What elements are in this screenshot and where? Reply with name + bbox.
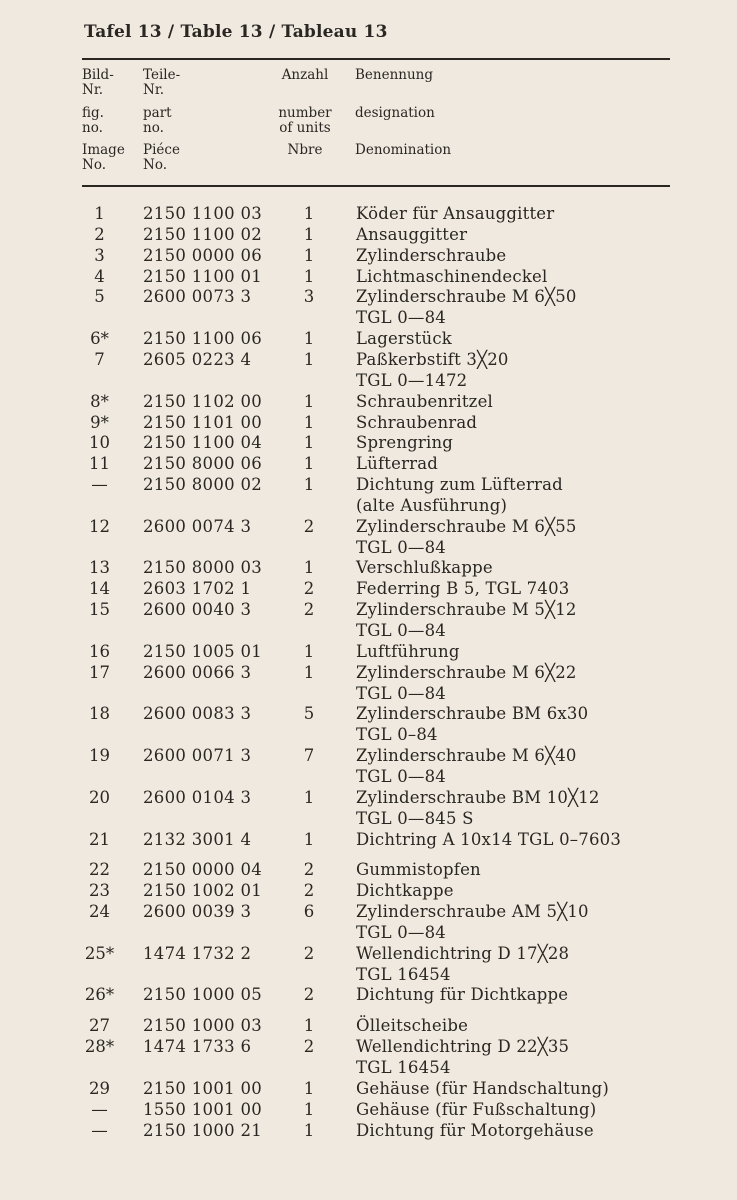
fig-number: 21 [89, 830, 110, 849]
fig-number: 27 [89, 1016, 110, 1035]
part-number: 2150 1100 01 [143, 267, 263, 286]
part-number: 2603 1702 1 [143, 579, 252, 598]
quantity: 1 [303, 1100, 315, 1119]
quantity: 7 [303, 746, 315, 765]
header-fr-name: Denomination [355, 142, 452, 158]
designation: Köder für Ansauggitter [356, 204, 555, 223]
quantity: 1 [303, 558, 315, 577]
designation: Zylinderschraube BM 10╳12 [356, 788, 600, 807]
table-row [0, 620, 737, 641]
fig-number: 5 [94, 287, 105, 306]
part-number: 2150 1100 06 [143, 329, 263, 348]
part-number: 2150 8000 06 [143, 454, 263, 473]
table-row [0, 474, 737, 495]
header-bottom-rule [82, 185, 670, 187]
designation: Paßkerbstift 3╳20 [356, 350, 509, 369]
designation: TGL 0—845 S [356, 809, 474, 828]
table-row [0, 1078, 737, 1099]
table-row [0, 266, 737, 287]
table-row [0, 307, 737, 328]
part-number: 2600 0071 3 [143, 746, 252, 765]
quantity: 1 [303, 350, 315, 369]
table-row [0, 1099, 737, 1120]
fig-number: 13 [89, 558, 110, 577]
quantity: 1 [303, 329, 315, 348]
fig-number: 17 [89, 663, 110, 682]
table-row [0, 224, 737, 245]
part-number: 2150 8000 02 [143, 475, 263, 494]
table-row [0, 349, 737, 370]
table-row [0, 683, 737, 704]
table-row [0, 516, 737, 537]
header-en-part: part no. [143, 105, 172, 136]
part-number: 2600 0074 3 [143, 517, 252, 536]
designation: TGL 16454 [356, 1058, 451, 1077]
designation: Schraubenrad [356, 413, 478, 432]
table-row [0, 1015, 737, 1036]
fig-number: 1 [94, 204, 105, 223]
table-row [0, 245, 737, 266]
fig-number: 2 [94, 225, 105, 244]
quantity: 1 [303, 433, 315, 452]
designation: Lüfterrad [356, 454, 439, 473]
table-row [0, 578, 737, 599]
table-row [0, 829, 737, 850]
header-de-part: Teile- Nr. [143, 67, 181, 98]
header-en-qty: number of units [278, 105, 332, 136]
table-row [0, 1120, 737, 1141]
quantity: 1 [303, 642, 315, 661]
part-number: 2150 0000 04 [143, 860, 263, 879]
designation: TGL 0—84 [356, 538, 446, 557]
table-row [0, 432, 737, 453]
table-row [0, 943, 737, 964]
part-number: 2600 0104 3 [143, 788, 252, 807]
part-number: 2150 1102 00 [143, 392, 263, 411]
fig-number: 14 [89, 579, 110, 598]
fig-number: — [91, 1121, 108, 1140]
fig-number: 16 [89, 642, 110, 661]
designation: Sprengring [356, 433, 454, 452]
part-number: 2150 0000 06 [143, 246, 263, 265]
designation: (alte Ausführung) [356, 496, 508, 515]
fig-number: 4 [94, 267, 105, 286]
quantity: 1 [303, 1016, 315, 1035]
fig-number: 29 [89, 1079, 110, 1098]
part-number: 2150 1002 01 [143, 881, 263, 900]
header-fr-qty: Nbre [287, 142, 323, 158]
fig-number: 20 [89, 788, 110, 807]
fig-number: 26* [84, 985, 115, 1004]
part-number: 2600 0066 3 [143, 663, 252, 682]
designation: TGL 16454 [356, 965, 451, 984]
fig-number: 9* [90, 413, 109, 432]
header-en-name: designation [355, 105, 435, 121]
fig-number: 12 [89, 517, 110, 536]
table-row [0, 328, 737, 349]
table-row [0, 662, 737, 683]
designation: Wellendichtring D 22╳35 [356, 1037, 570, 1056]
quantity: 2 [303, 517, 315, 536]
quantity: 1 [303, 392, 315, 411]
part-number: 2600 0040 3 [143, 600, 252, 619]
quantity: 1 [303, 267, 315, 286]
designation: Dichtung für Motorgehäuse [356, 1121, 594, 1140]
header-de-name: Benennung [355, 67, 434, 83]
quantity: 2 [303, 881, 315, 900]
quantity: 2 [303, 860, 315, 879]
part-number: 1474 1733 6 [143, 1037, 252, 1056]
table-row [0, 599, 737, 620]
table-row [0, 859, 737, 880]
designation: Zylinderschraube M 5╳12 [356, 600, 577, 619]
quantity: 2 [303, 579, 315, 598]
table-row [0, 641, 737, 662]
fig-number: — [91, 475, 108, 494]
designation: TGL 0—84 [356, 621, 446, 640]
fig-number: 18 [89, 704, 110, 723]
part-number: 2150 1000 05 [143, 985, 263, 1004]
fig-number: 11 [89, 454, 110, 473]
designation: Zylinderschraube M 6╳22 [356, 663, 577, 682]
designation: Zylinderschraube [356, 246, 507, 265]
quantity: 5 [303, 704, 315, 723]
designation: TGL 0—84 [356, 308, 446, 327]
quantity: 2 [303, 985, 315, 1004]
fig-number: 6* [90, 329, 109, 348]
designation: Zylinderschraube BM 6x30 [356, 704, 589, 723]
header-fr-fig: Image No. [82, 142, 125, 173]
fig-number: 8* [90, 392, 109, 411]
designation: Ansauggitter [356, 225, 468, 244]
quantity: 1 [303, 475, 315, 494]
header-de-qty: Anzahl [281, 67, 329, 83]
table-row [0, 495, 737, 516]
table-row [0, 1057, 737, 1078]
fig-number: 15 [89, 600, 110, 619]
table-row [0, 787, 737, 808]
table-row [0, 557, 737, 578]
quantity: 2 [303, 944, 315, 963]
table-row [0, 537, 737, 558]
fig-number: 7 [94, 350, 105, 369]
fig-number: 28* [84, 1037, 115, 1056]
part-number: 2150 8000 03 [143, 558, 263, 577]
table-row [0, 745, 737, 766]
fig-number: 23 [89, 881, 110, 900]
designation: Zylinderschraube M 6╳50 [356, 287, 577, 306]
page-title: Tafel 13 / Table 13 / Tableau 13 [84, 22, 388, 42]
designation: Gehäuse (für Fußschaltung) [356, 1100, 597, 1119]
table-row [0, 964, 737, 985]
quantity: 1 [303, 1121, 315, 1140]
table-row [0, 922, 737, 943]
designation: Schraubenritzel [356, 392, 494, 411]
fig-number: 3 [94, 246, 105, 265]
designation: Dichtung für Dichtkappe [356, 985, 569, 1004]
table-row [0, 901, 737, 922]
part-number: 2150 1100 02 [143, 225, 263, 244]
designation: Federring B 5, TGL 7403 [356, 579, 570, 598]
part-number: 2600 0073 3 [143, 287, 252, 306]
fig-number: — [91, 1100, 108, 1119]
quantity: 3 [303, 287, 315, 306]
quantity: 1 [303, 830, 315, 849]
header-fr-part: Piéce No. [143, 142, 180, 173]
part-number: 2132 3001 4 [143, 830, 252, 849]
designation: Zylinderschraube M 6╳55 [356, 517, 577, 536]
fig-number: 22 [89, 860, 110, 879]
part-number: 2150 1101 00 [143, 413, 263, 432]
quantity: 1 [303, 246, 315, 265]
designation: Lagerstück [356, 329, 452, 348]
table-row [0, 808, 737, 829]
part-number: 2150 1000 03 [143, 1016, 263, 1035]
part-number: 2150 1100 03 [143, 204, 263, 223]
quantity: 1 [303, 663, 315, 682]
quantity: 1 [303, 788, 315, 807]
quantity: 6 [303, 902, 315, 921]
designation: TGL 0—84 [356, 684, 446, 703]
fig-number: 24 [89, 902, 110, 921]
part-number: 2150 1100 04 [143, 433, 263, 452]
fig-number: 10 [89, 433, 110, 452]
table-row [0, 453, 737, 474]
quantity: 2 [303, 1037, 315, 1056]
fig-number: 19 [89, 746, 110, 765]
designation: Lichtmaschinendeckel [356, 267, 548, 286]
quantity: 2 [303, 600, 315, 619]
table-row [0, 1036, 737, 1057]
designation: Verschlußkappe [356, 558, 493, 577]
part-number: 1474 1732 2 [143, 944, 252, 963]
designation: Dichtring A 10x14 TGL 0–7603 [356, 830, 622, 849]
quantity: 1 [303, 454, 315, 473]
designation: TGL 0–84 [356, 725, 438, 744]
designation: Dichtung zum Lüfterrad [356, 475, 563, 494]
table-row [0, 724, 737, 745]
part-number: 2150 1005 01 [143, 642, 263, 661]
table-row [0, 286, 737, 307]
designation: Gehäuse (für Handschaltung) [356, 1079, 609, 1098]
designation: TGL 0—84 [356, 923, 446, 942]
table-row [0, 703, 737, 724]
table-row [0, 412, 737, 433]
designation: Wellendichtring D 17╳28 [356, 944, 570, 963]
table-row [0, 391, 737, 412]
designation: TGL 0—84 [356, 767, 446, 786]
quantity: 1 [303, 225, 315, 244]
header-top-rule [82, 58, 670, 60]
designation: Zylinderschraube M 6╳40 [356, 746, 577, 765]
quantity: 1 [303, 413, 315, 432]
table-row [0, 880, 737, 901]
part-number: 2605 0223 4 [143, 350, 252, 369]
part-number: 2600 0083 3 [143, 704, 252, 723]
header-en-fig: fig. no. [82, 105, 104, 136]
table-row [0, 203, 737, 224]
designation: Gummistopfen [356, 860, 481, 879]
part-number: 2600 0039 3 [143, 902, 252, 921]
part-number: 2150 1001 00 [143, 1079, 263, 1098]
quantity: 1 [303, 1079, 315, 1098]
designation: Ölleitscheibe [356, 1016, 469, 1035]
designation: Zylinderschraube AM 5╳10 [356, 902, 589, 921]
part-number: 1550 1001 00 [143, 1100, 263, 1119]
header-de-fig: Bild- Nr. [82, 67, 114, 98]
designation: Dichtkappe [356, 881, 454, 900]
quantity: 1 [303, 204, 315, 223]
table-row [0, 984, 737, 1005]
fig-number: 25* [84, 944, 115, 963]
designation: TGL 0—1472 [356, 371, 468, 390]
table-row [0, 766, 737, 787]
table-row [0, 370, 737, 391]
part-number: 2150 1000 21 [143, 1121, 263, 1140]
designation: Luftführung [356, 642, 460, 661]
